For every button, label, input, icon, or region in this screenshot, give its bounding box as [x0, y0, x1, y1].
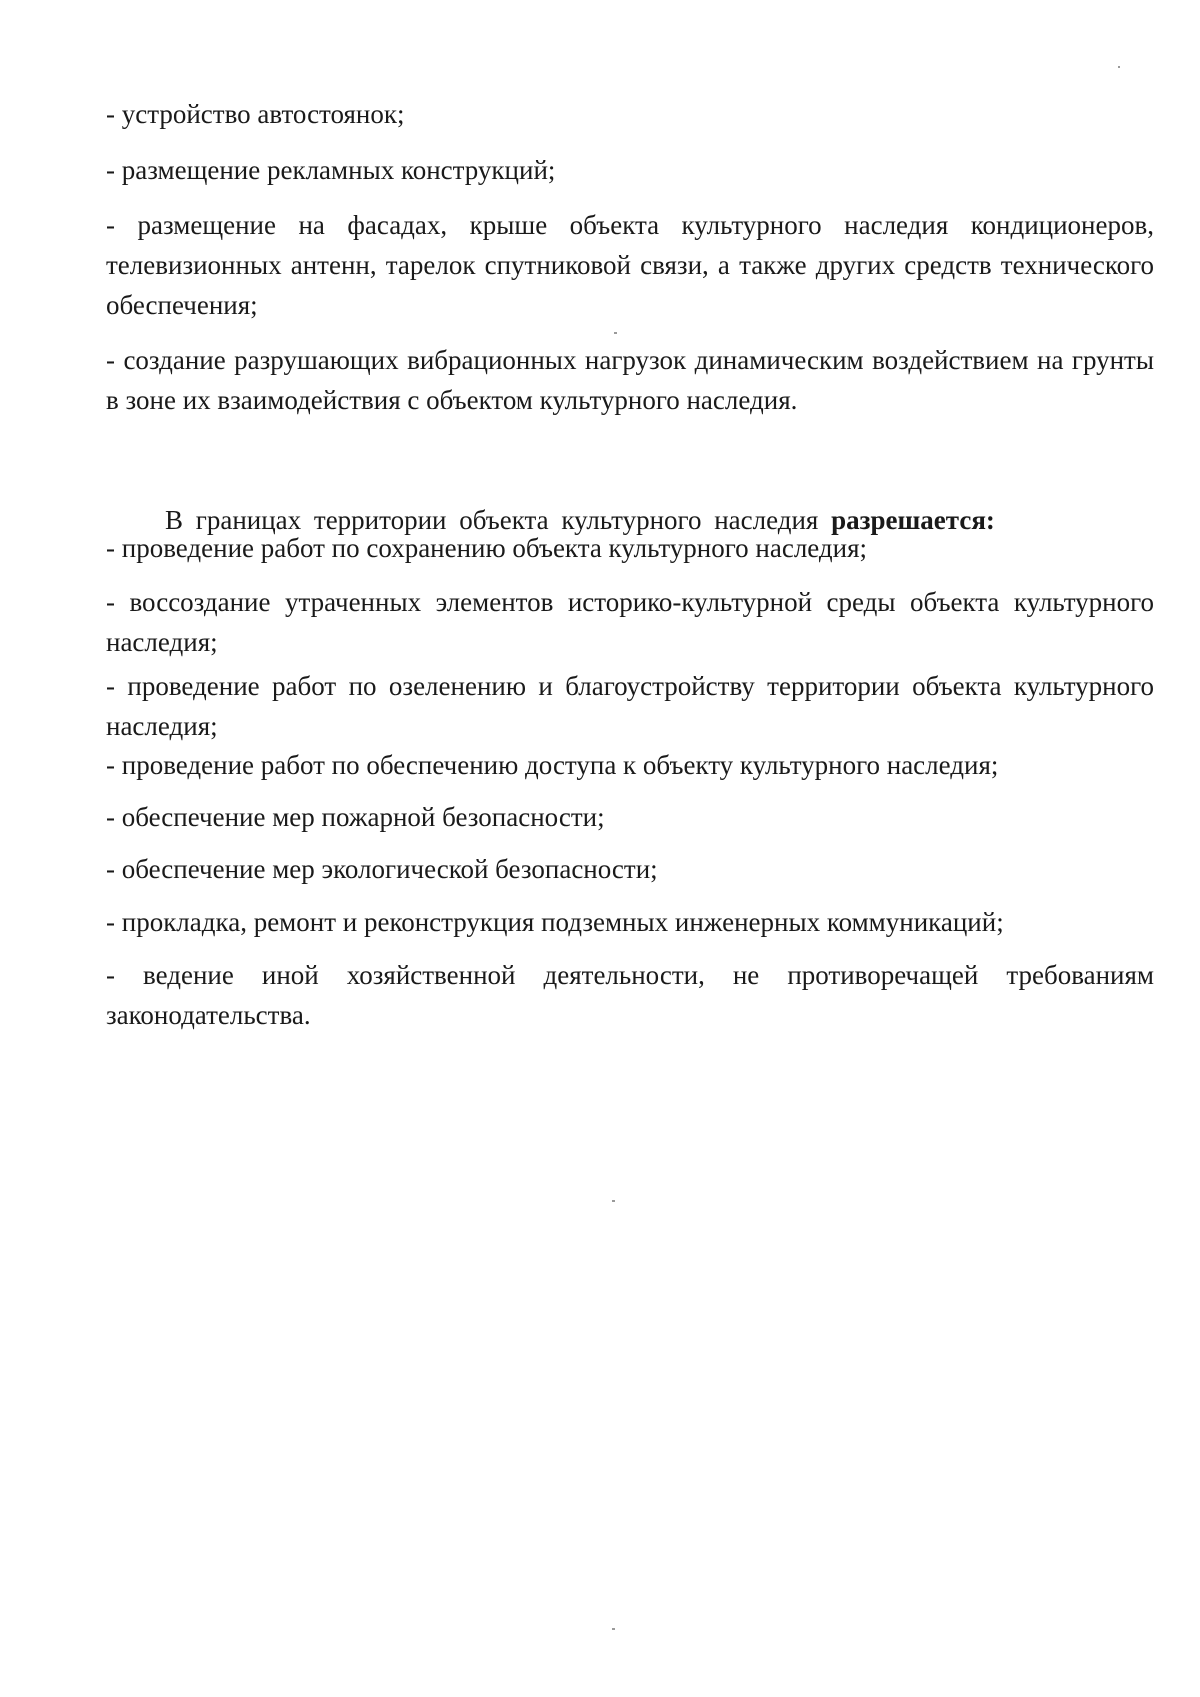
permitted-item: - проведение работ по сохранению объекта культурного наследия;	[106, 533, 868, 563]
permitted-intro-text: В границах территории объекта культурного наследия	[165, 505, 832, 535]
scan-speck	[612, 1200, 615, 1202]
permitted-intro-emphasis: разрешается:	[831, 505, 995, 535]
permitted-item: - обеспечение мер пожарной безопасности;	[106, 802, 605, 832]
permitted-item: - ведение иной хозяйственной деятельности, не противоречащей требованиям законодательства.	[106, 960, 1154, 1030]
prohibited-item: - создание разрушающих вибрационных нагрузок динамическим воздействием на грунты в зоне их взаимодействия с объектом культурного наследия.	[106, 345, 1154, 415]
prohibited-item: - размещение рекламных конструкций;	[106, 155, 556, 185]
scan-speck	[612, 1628, 615, 1630]
permitted-item: - проведение работ по озеленению и благоустройству территории объекта культурного наследия;	[106, 671, 1154, 741]
permitted-item: - обеспечение мер экологической безопасности;	[106, 854, 658, 884]
permitted-item: - прокладка, ремонт и реконструкция подземных инженерных коммуникаций;	[106, 907, 1004, 937]
permitted-item: - проведение работ по обеспечению доступа к объекту культурного наследия;	[106, 750, 999, 780]
scan-speck	[614, 332, 617, 334]
permitted-intro	[165, 505, 995, 536]
permitted-item: - воссоздание утраченных элементов историко-культурной среды объекта культурного наследия;	[106, 587, 1154, 657]
scan-speck	[1118, 66, 1120, 68]
prohibited-item: - устройство автостоянок;	[106, 99, 405, 129]
prohibited-item: - размещение на фасадах, крыше объекта культурного наследия кондиционеров, телевизионных антенн, тарелок спутниковой связи, а также других средств технического обеспечения;	[106, 210, 1154, 320]
